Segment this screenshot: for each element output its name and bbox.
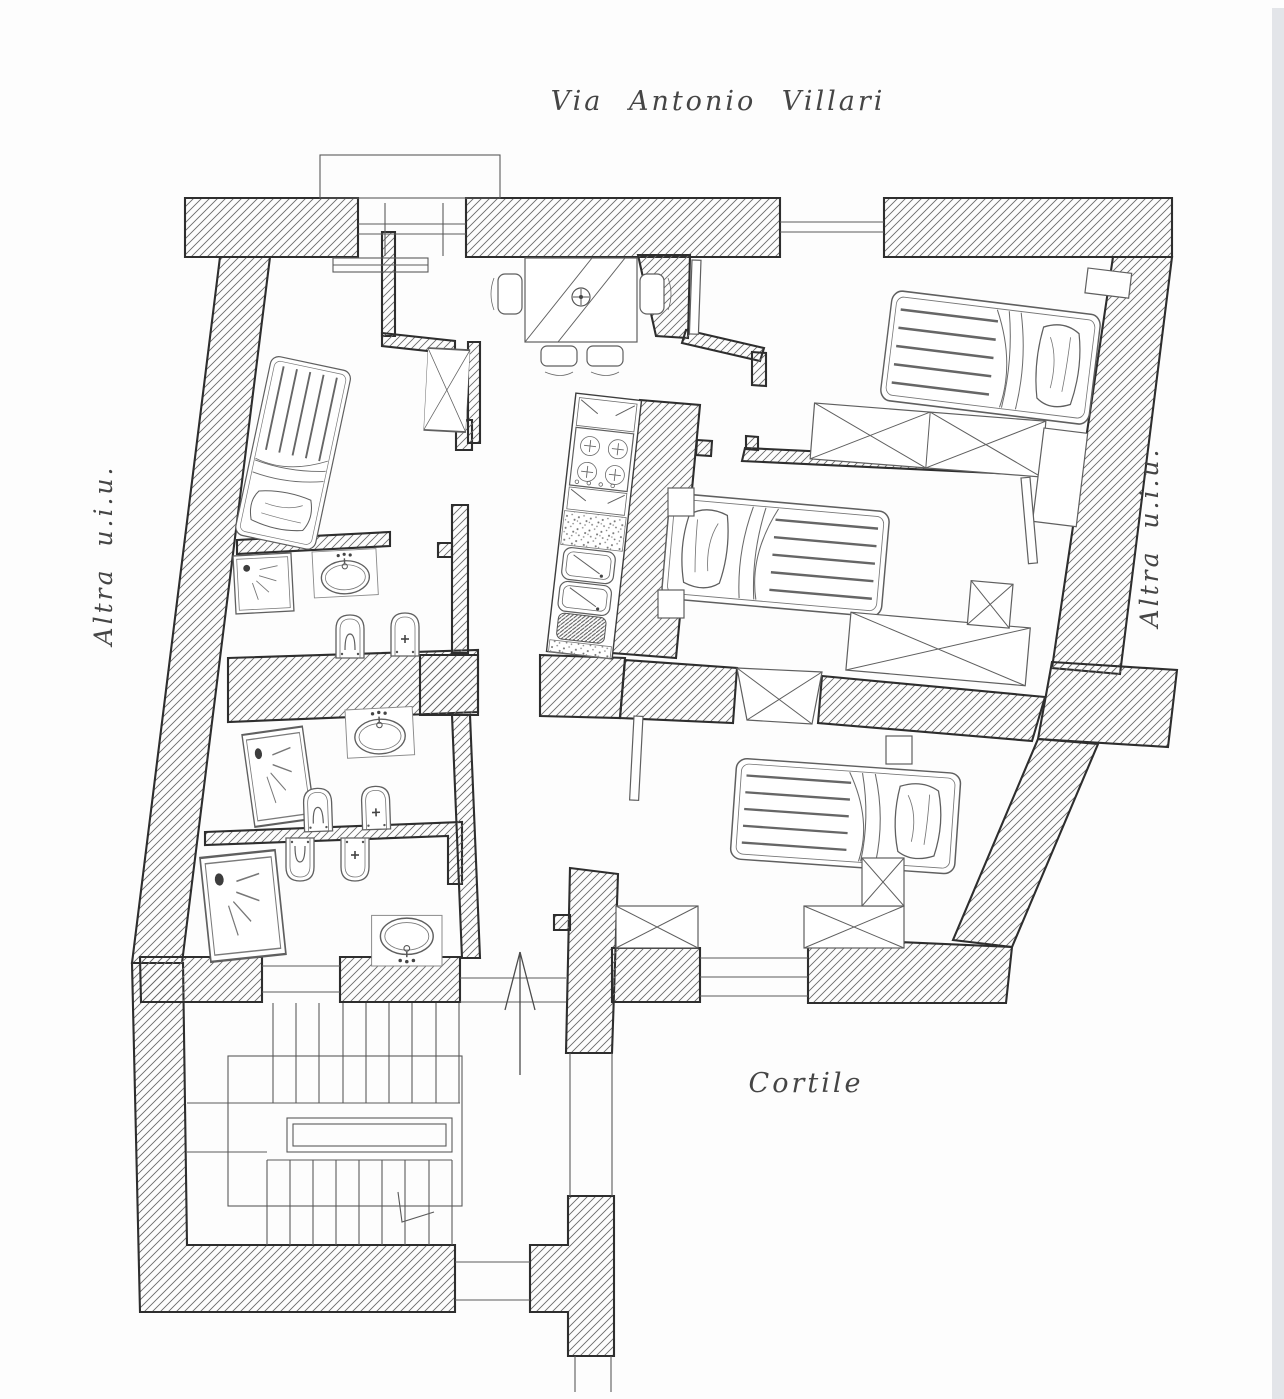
bed-bottom	[730, 758, 961, 874]
bidet	[361, 786, 390, 830]
courtyard-label: Cortile	[748, 1068, 864, 1099]
wall-segment	[746, 436, 758, 450]
stair-door	[262, 966, 340, 992]
counter-top	[561, 511, 626, 552]
entry-shelf	[333, 258, 428, 272]
bathroom-lower-fixtures	[200, 838, 442, 966]
stair-landing	[287, 1118, 452, 1152]
wall-segment	[382, 232, 395, 336]
bottom-window	[700, 958, 808, 996]
right-edge-strip	[1272, 8, 1284, 1399]
courtyard-door	[455, 1262, 530, 1300]
entry-arrow	[505, 952, 535, 1075]
wall-segment	[612, 948, 700, 1002]
stair-treads-upper	[273, 1003, 459, 1103]
chair	[498, 274, 522, 314]
shower-tray	[233, 553, 294, 614]
door-leaf-bottom-room	[630, 716, 643, 800]
bed-middle-right	[661, 493, 890, 617]
shower-tray	[200, 850, 286, 962]
bidet	[341, 838, 369, 881]
bidet	[391, 613, 419, 656]
nightstand-middle-a	[668, 488, 694, 516]
dining-set	[491, 258, 671, 376]
wall-segment	[140, 957, 262, 1002]
staircase	[187, 1003, 462, 1245]
right-unit-label: Altra u.i.u.	[1135, 446, 1164, 628]
wall-segment	[452, 715, 480, 958]
entrance-door	[358, 203, 466, 256]
wall-segment	[530, 1196, 614, 1356]
washbasin	[372, 915, 442, 966]
wall-segment	[452, 505, 468, 653]
bed-top-right	[880, 290, 1102, 425]
toilet	[336, 615, 364, 658]
door-leaf-top-right-room	[689, 260, 701, 334]
nightstand-bottom	[886, 736, 912, 764]
door-cabinet-in-wall-gap	[737, 668, 822, 724]
wall-segment	[420, 655, 478, 715]
washbasin	[345, 706, 415, 758]
nightstand-middle-b	[658, 590, 684, 618]
wall-segment	[818, 676, 1045, 741]
chair	[640, 274, 664, 314]
chair	[587, 346, 623, 366]
bathroom-middle-fixtures	[242, 706, 415, 831]
wall-segment	[1038, 662, 1177, 747]
window-top-right	[780, 222, 884, 232]
wall-segment	[696, 440, 712, 456]
stair-treads-lower	[267, 1160, 452, 1245]
wall-segment	[566, 868, 618, 1053]
wall-segment	[540, 655, 625, 718]
toilet	[303, 788, 332, 832]
chair	[541, 346, 577, 366]
wall-segment	[438, 543, 452, 557]
street-label: Via Antonio Villari	[550, 86, 886, 117]
wall-segment	[752, 352, 766, 386]
wall-segment	[554, 915, 570, 930]
wall-segment	[466, 198, 780, 257]
stair-handrail	[228, 1056, 462, 1206]
wall-segment	[953, 739, 1098, 947]
washbasin	[312, 549, 378, 598]
drain-board	[556, 613, 607, 644]
bathroom-upper-fixtures	[233, 549, 419, 658]
stove	[569, 427, 633, 491]
wall-segment	[884, 198, 1172, 257]
left-unit-label: Altra u.i.u.	[89, 464, 118, 646]
wardrobe-entry	[424, 348, 470, 432]
wardrobes-bottom-room	[616, 858, 904, 948]
closet-top-right-a	[1085, 268, 1132, 298]
wall-segment	[185, 198, 358, 257]
balcony-outline	[320, 155, 500, 198]
toilet	[286, 838, 314, 881]
wall-segment	[620, 660, 737, 723]
